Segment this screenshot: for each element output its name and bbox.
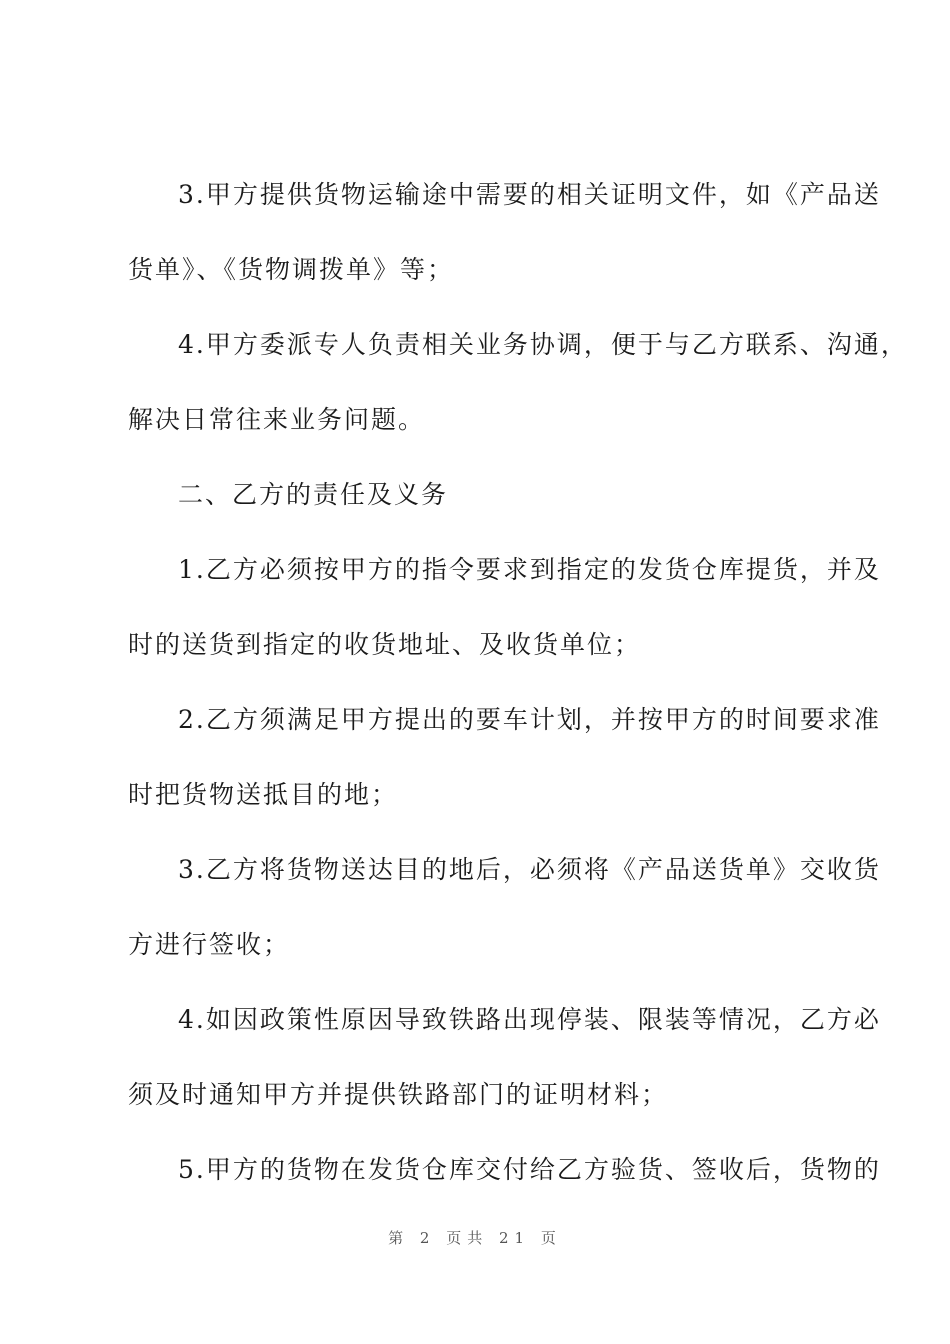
paragraph-line: 时把货物送抵目的地；: [128, 780, 399, 809]
paragraph-line: 解决日常往来业务问题。: [128, 405, 426, 434]
paragraph-line: 时的送货到指定的收货地址、及收货单位；: [128, 630, 642, 659]
paragraph-line: 1.乙方必须按甲方的指令要求到指定的发货仓库提货，并及: [178, 555, 881, 584]
paragraph-line: 方进行签收；: [128, 930, 291, 959]
paragraph-line: 5.甲方的货物在发货仓库交付给乙方验货、签收后，货物的: [178, 1155, 881, 1184]
paragraph-line: 3.甲方提供货物运输途中需要的相关证明文件，如《产品送: [178, 180, 881, 209]
paragraph-line: 3.乙方将货物送达目的地后，必须将《产品送货单》交收货: [178, 855, 881, 884]
paragraph-line: 货单》、《货物调拨单》等；: [128, 255, 455, 284]
section-heading: 二、乙方的责任及义务: [178, 480, 449, 509]
paragraph-line: 4.甲方委派专人负责相关业务协调，便于与乙方联系、沟通，: [178, 330, 908, 359]
page-number-footer: 第 2 页共 21 页: [388, 1229, 562, 1247]
paragraph-line: 4.如因政策性原因导致铁路出现停装、限装等情况，乙方必: [178, 1005, 881, 1034]
paragraph-line: 2.乙方须满足甲方提出的要车计划，并按甲方的时间要求准: [178, 705, 881, 734]
paragraph-line: 须及时通知甲方并提供铁路部门的证明材料；: [128, 1080, 669, 1109]
